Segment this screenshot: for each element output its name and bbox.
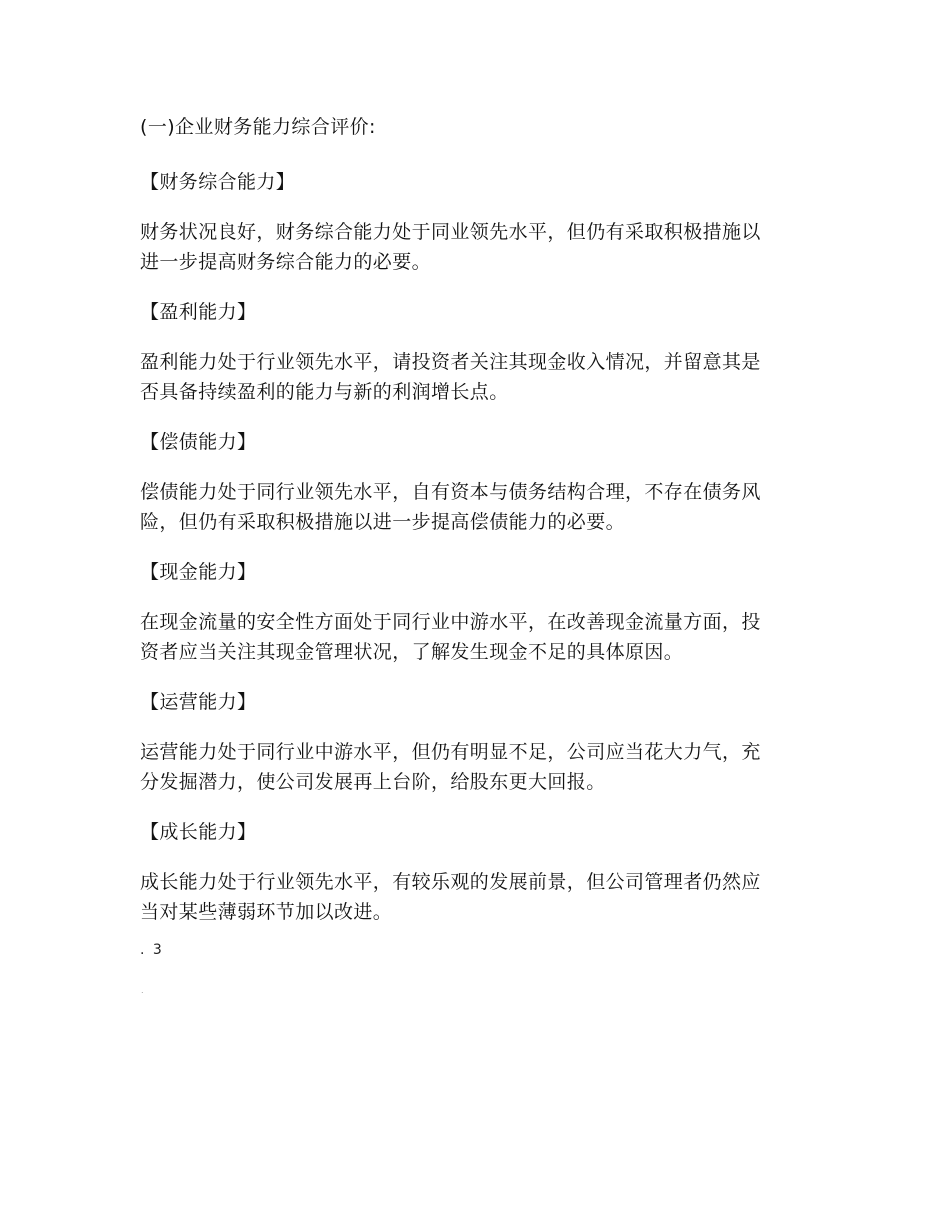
paragraph-line: 当对某些薄弱环节加以改进。: [140, 901, 393, 923]
section-heading: 【偿债能力】: [140, 431, 257, 453]
paragraph-line: 分发掘潜力，使公司发展再上台阶，给股东更大回报。: [140, 771, 606, 793]
paragraph-line: 资者应当关注其现金管理状况，了解发生现金不足的具体原因。: [140, 641, 684, 663]
footer-mark: .: [141, 986, 144, 995]
section-heading: 【盈利能力】: [140, 301, 257, 323]
section-growth: [140, 817, 812, 927]
document-body: [140, 112, 812, 947]
section-paragraph: [140, 477, 812, 537]
section-cash: [140, 557, 812, 667]
paragraph-line: 财务状况良好，财务综合能力处于同业领先水平，但仍有采取积极措施以: [140, 221, 761, 243]
section-paragraph: [140, 347, 812, 407]
section-operations: [140, 687, 812, 797]
section-paragraph: [140, 607, 812, 667]
paragraph-line: 盈利能力处于行业领先水平，请投资者关注其现金收入情况，并留意其是: [140, 351, 761, 373]
paragraph-line: 进一步提高财务综合能力的必要。: [140, 251, 432, 273]
paragraph-line: 运营能力处于同行业中游水平，但仍有明显不足，公司应当花大力气，充: [140, 741, 761, 763]
paragraph-line: 成长能力处于行业领先水平，有较乐观的发展前景，但公司管理者仍然应: [140, 871, 761, 893]
section-heading: 【运营能力】: [140, 691, 257, 713]
section-profitability: [140, 297, 812, 407]
section-paragraph: [140, 867, 812, 927]
section-heading: 【成长能力】: [140, 821, 257, 843]
paragraph-line: 险，但仍有采取积极措施以进一步提高偿债能力的必要。: [140, 511, 626, 533]
section-financial-overall: [140, 167, 812, 277]
page-number: . 3: [140, 942, 164, 958]
document-title: (一)企业财务能力综合评价:: [140, 116, 376, 138]
paragraph-line: 否具备持续盈利的能力与新的利润增长点。: [140, 381, 509, 403]
section-paragraph: [140, 217, 812, 277]
section-solvency: [140, 427, 812, 537]
paragraph-line: 在现金流量的安全性方面处于同行业中游水平，在改善现金流量方面，投: [140, 611, 761, 633]
paragraph-line: 偿债能力处于同行业领先水平，自有资本与债务结构合理，不存在债务风: [140, 481, 761, 503]
section-heading: 【财务综合能力】: [140, 171, 296, 193]
section-heading: 【现金能力】: [140, 561, 257, 583]
section-paragraph: [140, 737, 812, 797]
